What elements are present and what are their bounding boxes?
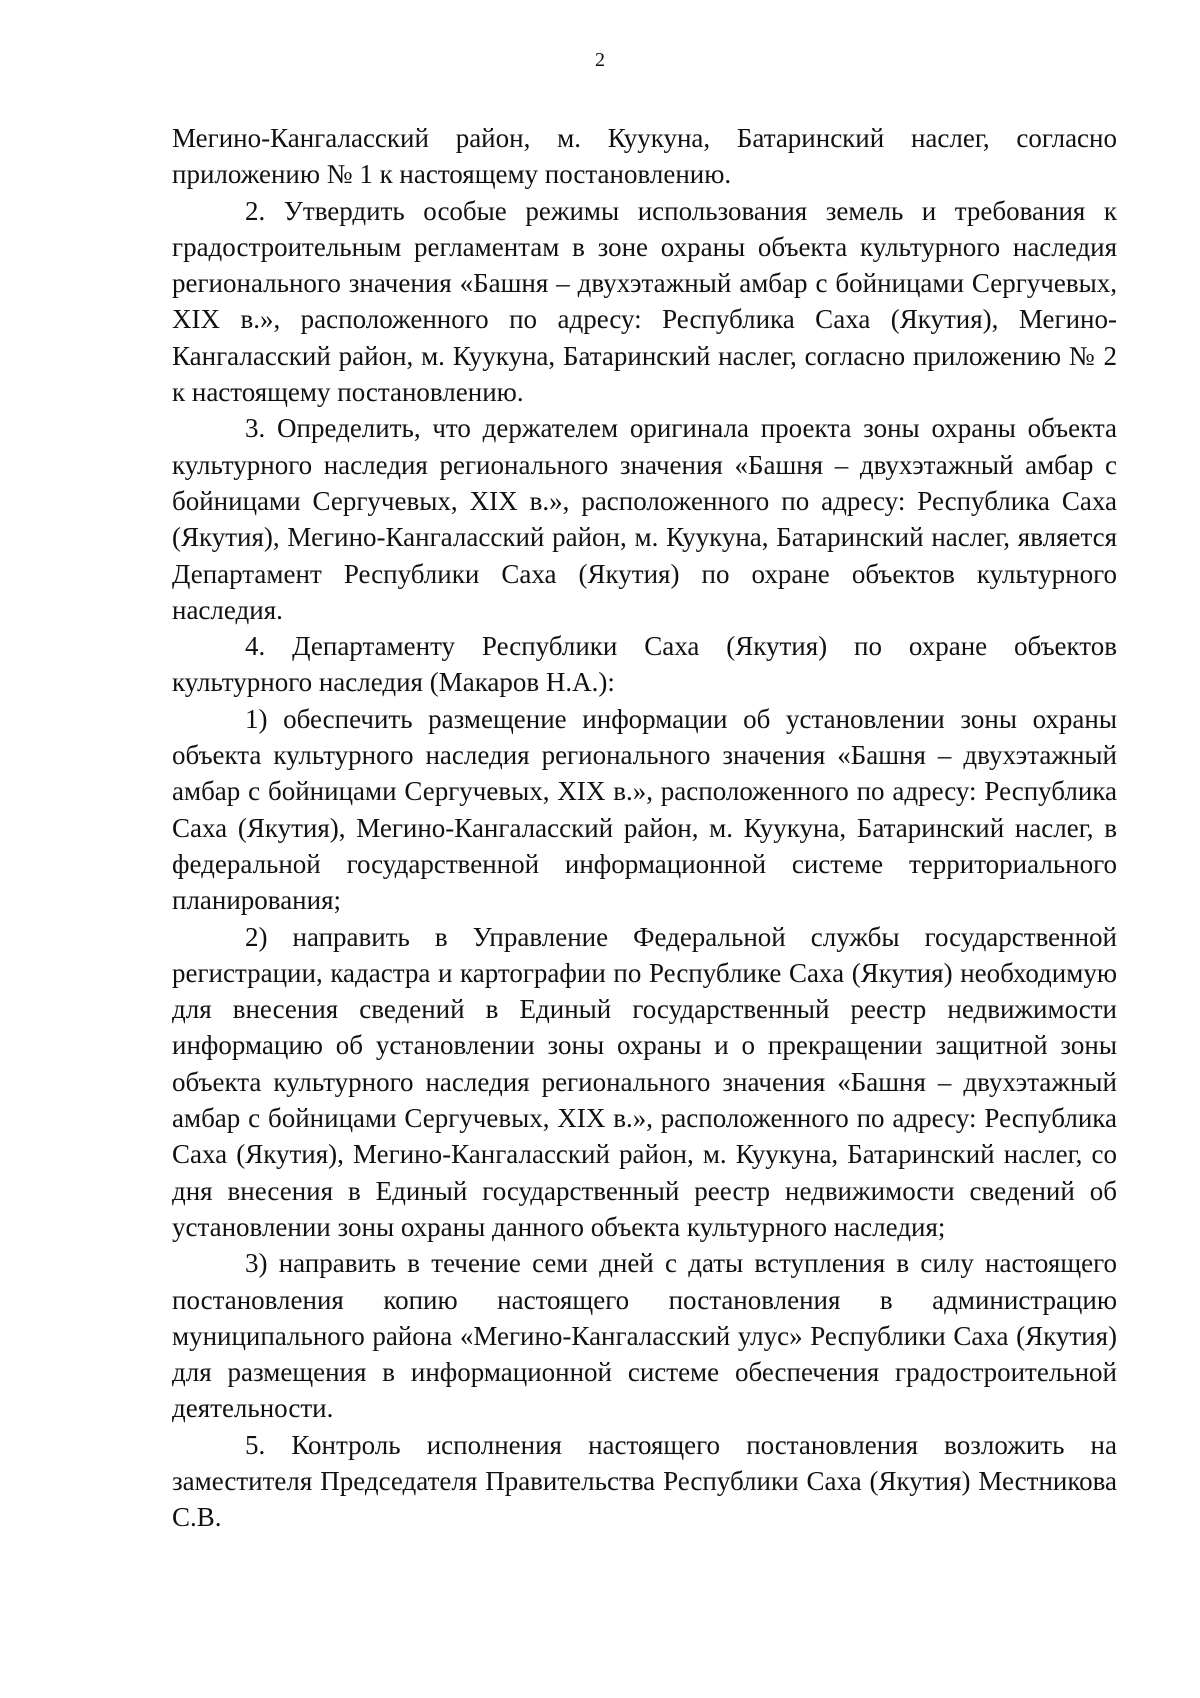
paragraph-item-2: 2. Утвердить особые режимы использования земель и требования к градостроительным регламентам в зоне охраны объекта культурного наследия регионального значения «Башня – двухэтажный амбар с бойницами Сергучевых, XIX в.», расположенного по адресу: Республика Саха (Якутия), Мегино-Кангаласский район, м. Куукуна, Батаринский наслег, согласно приложению № 2 к настоящему постановлению. — [172, 195, 1117, 408]
paragraph-item-4: 4. Департаменту Республики Саха (Якутия) по охране объектов культурного наследия (Макаров Н.А.): — [172, 631, 1117, 698]
paragraph-subitem-3: 3) направить в течение семи дней с даты вступления в силу настоящего постановления копию настоящего постановления в администрацию муниципального района «Мегино-Кангаласский улус» Республики Саха (Якутия) для размещения в информационной системе обеспечения градостроительной деятельности. — [172, 1248, 1117, 1424]
paragraph-subitem-1: 1) обеспечить размещение информации об установлении зоны охраны объекта культурного наследия регионального значения «Башня – двухэтажный амбар с бойницами Сергучевых, XIX в.», расположенного по адресу: Республика Саха (Якутия), Мегино-Кангаласский район, м. Куукуна, Батаринский наслег, в федеральной государственной информационной системе территориального планирования; — [172, 703, 1117, 916]
paragraph-item-5: 5. Контроль исполнения настоящего постановления возложить на заместителя Председателя Правительства Республики Саха (Якутия) Местникова С.В. — [172, 1429, 1117, 1533]
page-number: 2 — [595, 49, 605, 71]
paragraph-item-3: 3. Определить, что держателем оригинала проекта зоны охраны объекта культурного наследия регионального значения «Башня – двухэтажный амбар с бойницами Сергучевых, XIX в.», расположенного по адресу: Республика Саха (Якутия), Мегино-Кангаласский район, м. Куукуна, Батаринский наслег, является Департамент Республики Саха (Якутия) по охране объектов культурного наследия. — [172, 413, 1117, 625]
paragraph-continuation: Мегино-Кангаласский район, м. Куукуна, Батаринский наслег, согласно приложению № 1 к настоящему постановлению. — [172, 123, 1117, 190]
paragraph-subitem-2: 2) направить в Управление Федеральной службы государственной регистрации, кадастра и картографии по Республике Саха (Якутия) необходимую для внесения сведений в Единый государственный реестр недвижимости информацию об установлении зоны охраны и о прекращении защитной зоны объекта культурного наследия регионального значения «Башня – двухэтажный амбар с бойницами Сергучевых, XIX в.», расположенного по адресу: Республика Саха (Якутия), Мегино-Кангаласский район, м. Куукуна, Батаринский наслег, со дня внесения в Единый государственный реестр недвижимости сведений об установлении зоны охраны данного объекта культурного наследия; — [172, 921, 1117, 1242]
document-body — [172, 120, 1117, 1536]
